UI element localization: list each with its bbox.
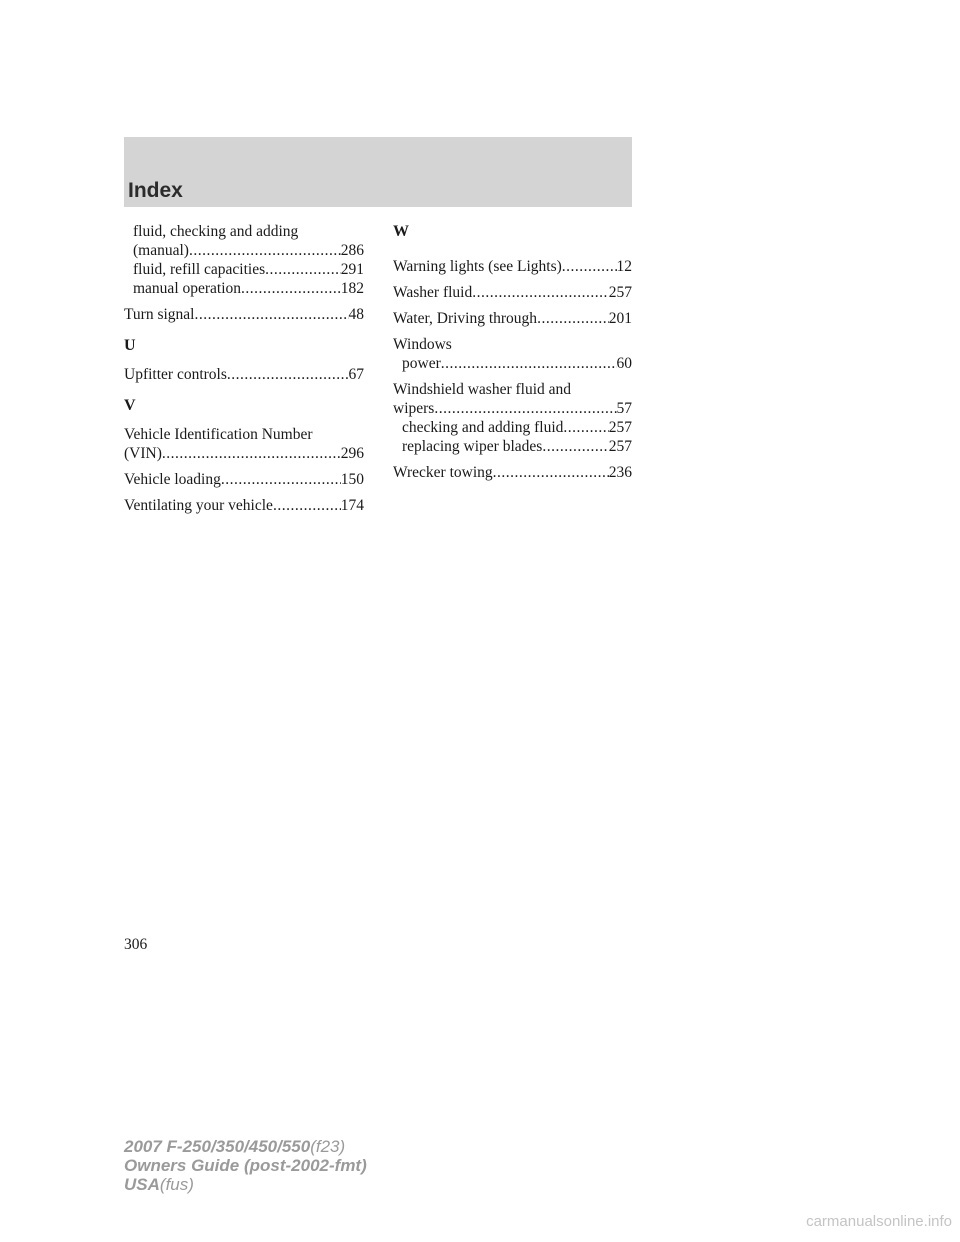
entry-page: 291: [340, 261, 364, 278]
entry-page: 257: [608, 419, 632, 436]
entry-text: Warning lights (see Lights): [393, 258, 562, 275]
index-entry: [124, 241, 364, 260]
footer-edition: [124, 1137, 367, 1194]
dot-leader: [221, 470, 341, 489]
index-entry: [393, 257, 632, 276]
section-letter: U: [124, 337, 136, 354]
footer-line-1: [124, 1137, 367, 1156]
entry-text: wipers: [393, 400, 435, 417]
entry-text: Vehicle loading: [124, 471, 221, 488]
index-entry: Windows: [393, 336, 452, 353]
index-entry: [393, 418, 632, 437]
footer-line-3: [124, 1175, 367, 1194]
entry-text: Washer fluid: [393, 284, 473, 301]
entry-page: 57: [616, 400, 632, 417]
index-entry: [124, 470, 364, 489]
entry-page: 236: [608, 464, 632, 481]
dot-leader: [241, 279, 341, 298]
footer-model: 2007 F-250/350/450/550: [124, 1137, 311, 1156]
dot-leader: [562, 257, 617, 276]
index-entry: Windshield washer fluid and: [393, 381, 572, 398]
page-title: Index: [128, 179, 183, 202]
entry-text: Wrecker towing: [393, 464, 493, 481]
header-band: [124, 137, 632, 207]
dot-leader: [434, 399, 616, 418]
index-entry: fluid, checking and adding: [133, 223, 299, 240]
entry-text: Upfitter controls: [124, 366, 227, 383]
dot-leader: [441, 354, 617, 373]
dot-leader: [265, 260, 341, 279]
dot-leader: [563, 418, 608, 437]
entry-text: (manual): [133, 242, 189, 259]
footer-line-2: [124, 1156, 367, 1175]
footer-model-code: (f23): [310, 1137, 346, 1156]
page-number: 306: [124, 936, 148, 953]
entry-page: 201: [608, 310, 632, 327]
entry-page: 48: [348, 306, 364, 323]
section-letter: V: [124, 397, 136, 414]
index-entry: [124, 496, 364, 515]
entry-page: 174: [340, 497, 364, 514]
index-entry: [393, 283, 632, 302]
dot-leader: [537, 309, 609, 328]
index-entry: [393, 309, 632, 328]
footer-market-code: (fus): [159, 1175, 194, 1194]
entry-text: fluid, refill capacities: [133, 261, 266, 278]
footer-market: USA: [124, 1175, 160, 1194]
dot-leader: [273, 496, 341, 515]
entry-page: 182: [340, 280, 364, 297]
entry-text: power: [402, 355, 441, 372]
entry-page: 67: [348, 366, 364, 383]
index-entry: [124, 279, 364, 298]
entry-text: Turn signal: [124, 306, 195, 323]
index-entry: [124, 305, 364, 324]
dot-leader: [194, 305, 348, 324]
entry-text: (VIN): [124, 445, 162, 462]
index-column-right: [393, 222, 632, 482]
entry-text: Water, Driving through: [393, 310, 538, 327]
entry-text: manual operation: [133, 280, 242, 297]
entry-page: 150: [340, 471, 364, 488]
dot-leader: [542, 437, 608, 456]
entry-page: 12: [616, 258, 632, 275]
index-entry: [393, 399, 632, 418]
entry-text: Ventilating your vehicle: [124, 497, 273, 514]
section-letter: W: [393, 223, 409, 240]
entry-text: checking and adding fluid: [402, 419, 564, 436]
index-entry: [393, 354, 632, 373]
index-entry: Vehicle Identification Number: [124, 426, 313, 443]
dot-leader: [189, 241, 341, 260]
index-entry: [393, 437, 632, 456]
dot-leader: [472, 283, 609, 302]
entry-page: 286: [340, 242, 364, 259]
index-entry: [124, 365, 364, 384]
index-column-left: [124, 222, 364, 515]
index-entry: [124, 260, 364, 279]
index-entry: [393, 463, 632, 482]
dot-leader: [162, 444, 341, 463]
entry-page: 257: [608, 438, 632, 455]
entry-text: replacing wiper blades: [402, 438, 543, 455]
dot-leader: [227, 365, 349, 384]
watermark: carmanualsonline.info: [806, 1213, 952, 1230]
entry-page: 257: [608, 284, 632, 301]
entry-page: 296: [340, 445, 364, 462]
footer-guide: Owners Guide (post-2002-fmt): [124, 1156, 367, 1175]
dot-leader: [493, 463, 609, 482]
entry-page: 60: [616, 355, 632, 372]
index-entry: [124, 444, 364, 463]
